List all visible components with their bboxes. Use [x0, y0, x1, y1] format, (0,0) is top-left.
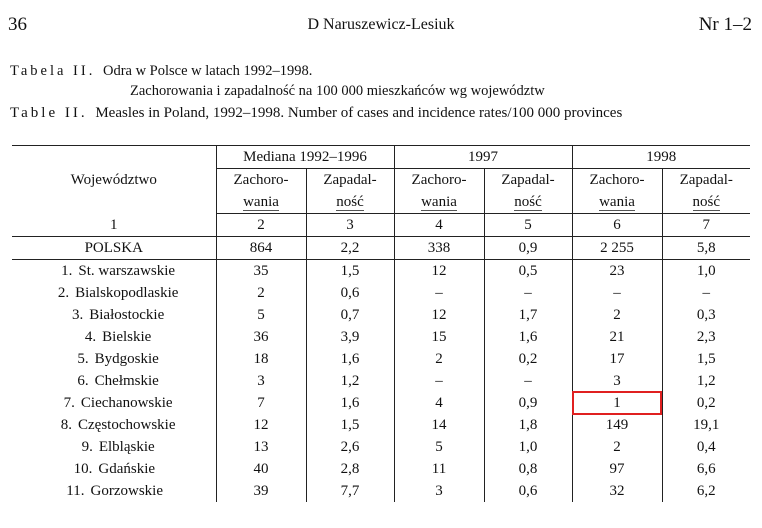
voivodeship-name [12, 282, 216, 304]
table-cell: 14 [394, 414, 484, 436]
subheader-line2: ność [692, 194, 721, 210]
table-cell: – [484, 282, 572, 304]
table-row [12, 480, 750, 502]
table-cell: 0,8 [484, 458, 572, 480]
row-name: Ciechanowskie [80, 395, 173, 411]
table-cell: 7,7 [306, 480, 394, 502]
total-value: 338 [394, 237, 484, 260]
total-row [12, 237, 750, 260]
table-cell: 1,2 [306, 370, 394, 392]
table-row [12, 436, 750, 458]
row-name: Białostockie [89, 307, 165, 323]
voivodeship-name [12, 458, 216, 480]
subheader-line1: Zachoro- [233, 172, 289, 188]
table-cell: 3 [216, 370, 306, 392]
header-voivodeship: Województwo [12, 146, 216, 214]
caption-english [10, 105, 622, 122]
column-number: 3 [306, 214, 394, 237]
table-cell: 1,5 [306, 260, 394, 283]
subheader-line2: wania [243, 194, 279, 210]
table-cell: 1,8 [484, 414, 572, 436]
table-cell: 5 [216, 304, 306, 326]
table-cell: 0,6 [484, 480, 572, 502]
table-cell: – [394, 370, 484, 392]
table-row [12, 414, 750, 436]
table-cell: 12 [394, 304, 484, 326]
table-cell: 18 [216, 348, 306, 370]
caption-polish-label: Tabela II. [10, 63, 96, 79]
table-cell: 36 [216, 326, 306, 348]
table-cell: 0,2 [484, 348, 572, 370]
table-cell: 1,2 [662, 370, 750, 392]
row-index: 1. [61, 263, 73, 279]
total-value: 864 [216, 237, 306, 260]
row-index: 7. [63, 395, 75, 411]
row-name: Bialskopodlaskie [75, 285, 179, 301]
table-cell: 3 [572, 370, 662, 392]
table-cell: 5 [394, 436, 484, 458]
table-cell: 6,6 [662, 458, 750, 480]
caption-english-label: Table II. [10, 105, 88, 121]
table-cell: 11 [394, 458, 484, 480]
row-index: 9. [81, 439, 93, 455]
header-median: Mediana 1992–1996 [216, 146, 394, 169]
caption-polish-title: Odra w Polsce w latach 1992–1998. [102, 63, 313, 79]
table-cell: – [484, 370, 572, 392]
row-name: Gorzowskie [90, 483, 163, 499]
table-cell: 17 [572, 348, 662, 370]
subheader-cell [572, 169, 662, 214]
subheader-cell [306, 169, 394, 214]
subheader-line2: wania [421, 194, 457, 210]
column-number-row [12, 214, 750, 237]
table-cell: 0,2 [662, 392, 750, 414]
row-name: Gdańskie [98, 461, 156, 477]
table-header-row [12, 146, 750, 169]
table-cell: 12 [216, 414, 306, 436]
table-cell: 15 [394, 326, 484, 348]
subheader-line2: ność [336, 194, 364, 210]
table-cell: 0,6 [306, 282, 394, 304]
column-number: 1 [12, 214, 216, 237]
header-1998: 1998 [572, 146, 750, 169]
table-cell: 1,6 [306, 348, 394, 370]
voivodeship-name [12, 304, 216, 326]
table-cell: 0,4 [662, 436, 750, 458]
row-index: 6. [77, 373, 89, 389]
voivodeship-name [12, 326, 216, 348]
table-cell: 40 [216, 458, 306, 480]
table-row [12, 282, 750, 304]
table-cell: 0,3 [662, 304, 750, 326]
subheader-cell [394, 169, 484, 214]
voivodeship-name [12, 414, 216, 436]
table-cell: 4 [394, 392, 484, 414]
subheader-cell [484, 169, 572, 214]
column-number: 2 [216, 214, 306, 237]
column-number: 6 [572, 214, 662, 237]
subheader-line2: ność [514, 194, 542, 210]
subheader-line1: Zapadal- [323, 172, 377, 188]
voivodeship-name [12, 392, 216, 414]
table-cell: 0,9 [484, 392, 572, 414]
voivodeship-name [12, 348, 216, 370]
total-value: 5,8 [662, 237, 750, 260]
voivodeship-name [12, 260, 216, 283]
table-row [12, 392, 750, 414]
table-cell: 21 [572, 326, 662, 348]
table-cell: 1,5 [306, 414, 394, 436]
table-cell: 35 [216, 260, 306, 283]
table-cell: – [394, 282, 484, 304]
issue-number: Nr 1–2 [698, 14, 752, 35]
subheader-cell [662, 169, 750, 214]
row-name: St. warszawskie [78, 263, 176, 279]
row-name: Bydgoskie [94, 351, 159, 367]
running-title: D Naruszewicz-Lesiuk [307, 16, 455, 33]
row-index: 5. [77, 351, 89, 367]
voivodeship-name [12, 480, 216, 502]
table-row [12, 260, 750, 283]
subheader-line1: Zapadal- [679, 172, 733, 188]
total-label: POLSKA [12, 237, 216, 260]
row-index: 2. [57, 285, 70, 301]
table-cell: 3 [394, 480, 484, 502]
table-row [12, 458, 750, 480]
row-name: Chełmskie [94, 373, 159, 389]
table-cell: 39 [216, 480, 306, 502]
column-number: 7 [662, 214, 750, 237]
table-cell: 1 [572, 392, 662, 414]
table-cell: 1,6 [484, 326, 572, 348]
table-cell: 2 [572, 304, 662, 326]
table-cell: 97 [572, 458, 662, 480]
row-index: 3. [72, 307, 84, 323]
row-index: 4. [84, 329, 97, 345]
header-1997: 1997 [394, 146, 572, 169]
table-cell: 32 [572, 480, 662, 502]
table-cell: 1,5 [662, 348, 750, 370]
page-header [8, 14, 754, 40]
row-index: 10. [73, 461, 93, 477]
table-cell: 12 [394, 260, 484, 283]
subheader-line1: Zachoro- [411, 172, 467, 188]
row-name: Elbląskie [98, 439, 155, 455]
table-cell: 0,5 [484, 260, 572, 283]
table-cell: 7 [216, 392, 306, 414]
total-value: 0,9 [484, 237, 572, 260]
voivodeship-name [12, 370, 216, 392]
table-cell: 0,7 [306, 304, 394, 326]
table-cell: – [572, 282, 662, 304]
table-cell: 19,1 [662, 414, 750, 436]
table-row [12, 326, 750, 348]
caption-polish-line1 [10, 63, 312, 80]
table-cell: 23 [572, 260, 662, 283]
voivodeship-name [12, 436, 216, 458]
table-cell: 6,2 [662, 480, 750, 502]
table-cell: 1,0 [484, 436, 572, 458]
table-row [12, 348, 750, 370]
table-row [12, 370, 750, 392]
caption-english-title: Measles in Poland, 1992–1998. Number of cases and incidence rates/100 000 provinces [95, 105, 623, 121]
page-number: 36 [8, 14, 27, 35]
row-name: Częstochowskie [78, 417, 176, 433]
table-cell: 1,6 [306, 392, 394, 414]
table-cell: 1,7 [484, 304, 572, 326]
table-cell: 149 [572, 414, 662, 436]
table-cell: 2,6 [306, 436, 394, 458]
table-cell: 2 [572, 436, 662, 458]
table-cell: – [662, 282, 750, 304]
table-cell: 1,0 [662, 260, 750, 283]
table-cell: 2 [394, 348, 484, 370]
total-value: 2 255 [572, 237, 662, 260]
table-row [12, 304, 750, 326]
row-name: Bielskie [102, 329, 152, 345]
caption-polish-line2: Zachorowania i zapadalność na 100 000 mieszkańców wg województw [130, 83, 545, 99]
column-number: 5 [484, 214, 572, 237]
measles-table [12, 145, 750, 502]
row-index: 11. [66, 483, 85, 499]
subheader-line2: wania [599, 194, 635, 210]
table-cell: 2,3 [662, 326, 750, 348]
subheader-cell [216, 169, 306, 214]
column-number: 4 [394, 214, 484, 237]
table-cell: 3,9 [306, 326, 394, 348]
total-value: 2,2 [306, 237, 394, 260]
table-cell: 2 [216, 282, 306, 304]
subheader-line1: Zachoro- [589, 172, 645, 188]
subheader-line1: Zapadal- [501, 172, 555, 188]
table-cell: 2,8 [306, 458, 394, 480]
row-index: 8. [60, 417, 72, 433]
table-cell: 13 [216, 436, 306, 458]
